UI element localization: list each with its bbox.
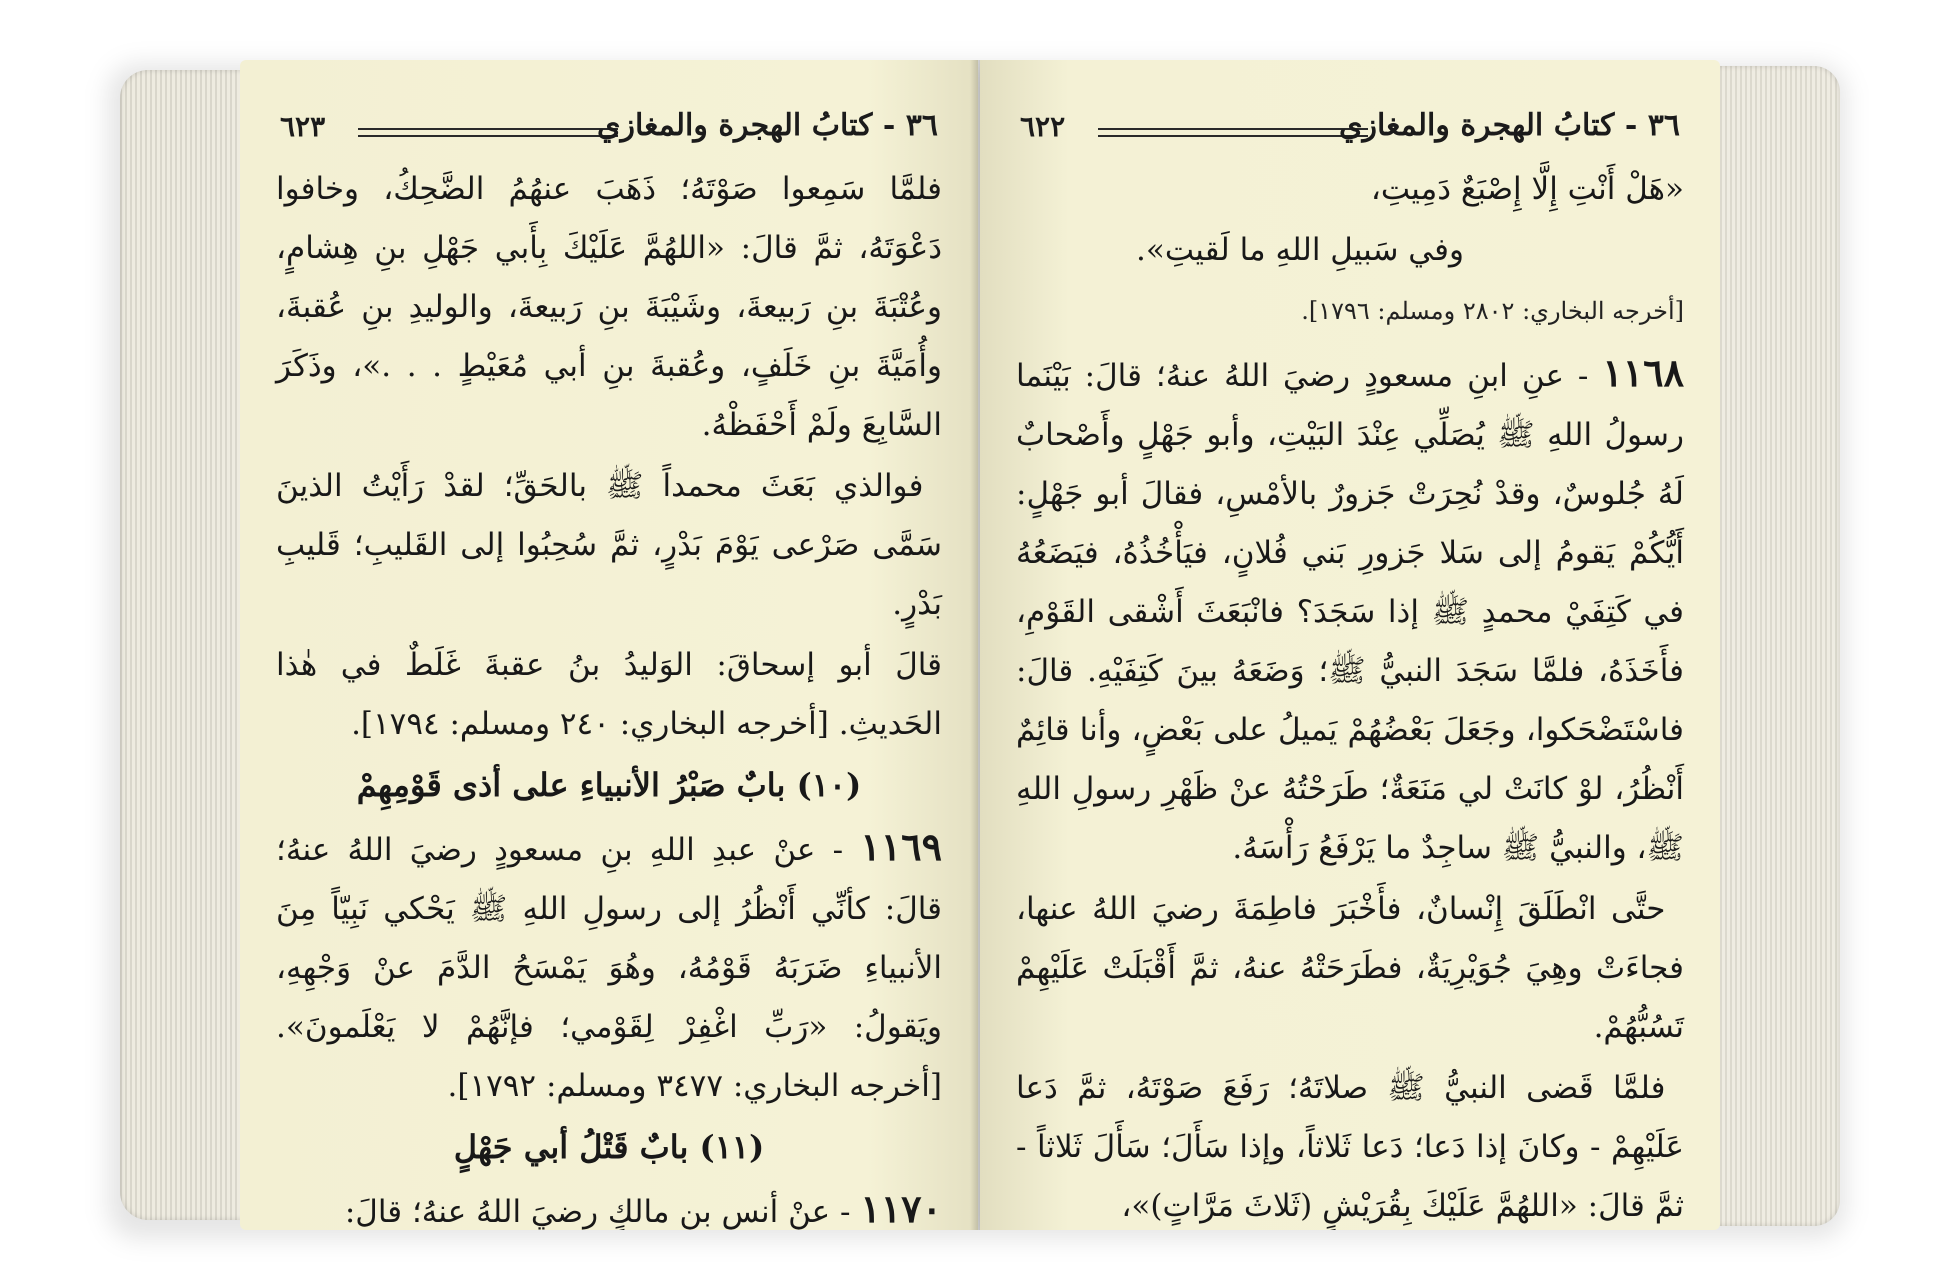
hadith-number: ١١٦٨	[1602, 350, 1684, 395]
text: فلمَّا سَمِعوا صَوْتَهُ؛ ذَهَبَ عنهُمُ الضَّحِكُ، وخافوا دَعْوَتَهُ، ثمَّ قالَ: «اللهُمَّ عَلَيْكَ بِأَبي جَهْلِ بنِ هِشامٍ، وعُتْبَةَ بنِ رَبيعةَ، وشَيْبَةَ بنِ رَبيعةَ، والوليدِ بنِ عُقبةَ، وأُمَيَّةَ بنِ خَلَفٍ، وعُقبةَ بنِ أبي مُعَيْطٍ . . .»، وذَكَرَ السَّابِعَ ولَمْ أَحْفَظْهُ.	[276, 171, 942, 443]
text: وفي سَبيلِ اللهِ ما لَقيتِ».	[1136, 232, 1464, 268]
text: - عنْ عبدِ اللهِ بنِ مسعودٍ رضيَ اللهُ عنهُ؛ قالَ: كأنِّي أَنْظُرُ إلى رسولِ اللهِ ﷺ يَحْكي نَبِيّاً مِنَ الأنبياءِ ضَرَبَهُ قَوْمُهُ، وهُوَ يَمْسَحُ الدَّمَ عنْ وَجْهِهِ، ويَقولُ: «رَبِّ اغْفِرْ لِقَوْمي؛ فإنَّهُمْ لا يَعْلَمونَ». [أخرجه البخاري: ٣٤٧٧ ومسلم: ١٧٩٢].	[276, 832, 942, 1104]
poem-line	[1016, 221, 1684, 280]
text: حتَّى انْطَلَقَ إِنْسانٌ، فأَخْبَرَ فاطِمَةَ رضيَ اللهُ عنها، فجاءَتْ وهِيَ جُوَيْرِيَةٌ، فطَرَحَتْهُ عنهُ، ثمَّ أَقْبَلَتْ عَلَيْهِمْ تَسُبُّهُمْ.	[1016, 891, 1684, 1045]
text: قالَ أبو إسحاقَ: الوَليدُ بنُ عقبةَ غَلَطٌ في هٰذا الحَديثِ. [أخرجه البخاري: ٢٤٠ ومسلم: ١٧٩٤].	[276, 647, 942, 742]
right-page	[980, 60, 1720, 1230]
text: [أخرجه البخاري: ٢٨٠٢ ومسلم: ١٧٩٦].	[1301, 297, 1684, 325]
chapter-heading	[276, 1118, 942, 1177]
paragraph	[1016, 1059, 1684, 1230]
hadith-number: ١١٧٠	[860, 1186, 942, 1230]
paragraph	[276, 160, 942, 455]
page-number: ٦٢٣	[280, 110, 326, 143]
paragraph	[276, 457, 942, 634]
left-page-body	[276, 160, 942, 1230]
text: فلمَّا قَضى النبيُّ ﷺ صلاتَهُ؛ رَفَعَ صَوْتَهُ، ثمَّ دَعا عَلَيْهِمْ - وكانَ إذا دَعا؛ دَعا ثَلاثاً، وإذا سَأَلَ؛ سَأَلَ ثَلاثاً - ثمَّ قالَ: «اللهُمَّ عَلَيْكَ بِقُرَيْشٍ (ثَلاثَ مَرَّاتٍ)»،	[1016, 1070, 1684, 1224]
text: فوالذي بَعَثَ محمداً ﷺ بالحَقِّ؛ لقدْ رَأَيْتُ الذينَ سَمَّى صَرْعى يَوْمَ بَدْرٍ، ثمَّ سُحِبُوا إلى القَليبِ؛ قَليبِ بَدْرٍ.	[276, 468, 942, 622]
text: (١٠) بابٌ صَبْرُ الأنبياءِ على أذى قَوْمِهِمْ	[356, 766, 862, 804]
hadith-paragraph	[276, 817, 942, 1116]
left-page	[240, 60, 978, 1230]
running-title: ٣٦ - كتابُ الهجرة والمغازي	[596, 108, 938, 143]
header-rule	[358, 128, 618, 137]
hadith-number: ١١٦٩	[860, 824, 942, 869]
page-number: ٦٢٢	[1020, 110, 1066, 143]
text: (١١) بابٌ قَتْلُ أبي جَهْلٍ	[453, 1128, 765, 1166]
left-page-header	[280, 108, 938, 152]
text: «هَلْ أَنْتِ إِلَّا إِصْبَعٌ دَمِيتِ،	[1370, 171, 1684, 207]
hadith-paragraph	[1016, 343, 1684, 878]
running-title: ٣٦ - كتابُ الهجرة والمغازي	[1338, 108, 1680, 143]
paragraph	[276, 636, 942, 754]
right-page-header	[1020, 108, 1680, 152]
page-edges-right	[1700, 66, 1840, 1226]
hadith-paragraph	[276, 1179, 942, 1230]
poem-line	[1016, 160, 1684, 219]
header-rule	[1098, 128, 1368, 137]
page-edges-left	[120, 70, 250, 1220]
reference-citation	[1016, 282, 1684, 341]
text: - عنْ أنسِ بنِ مالكٍ رضيَ اللهُ عنهُ؛ قالَ:	[344, 1194, 861, 1230]
chapter-heading	[276, 756, 942, 815]
text: - عنِ ابنِ مسعودٍ رضيَ اللهُ عنهُ؛ قالَ: بَيْنَما رسولُ اللهِ ﷺ يُصَلِّي عِنْدَ البَيْتِ، وأبو جَهْلٍ وأَصْحابٌ لَهُ جُلوسٌ، وقدْ نُحِرَتْ جَزورٌ بالأمْسِ، فقالَ أبو جَهْلٍ: أَيُّكُمْ يَقومُ إلى سَلا جَزورِ بَني فُلانٍ، فيَأْخُذُهُ، فيَضَعُهُ في كَتِفَيْ محمدٍ ﷺ إذا سَجَدَ؟ فانْبَعَثَ أَشْقى القَوْمِ، فأَخَذَهُ، فلمَّا سَجَدَ النبيُّ ﷺ؛ وَضَعَهُ بينَ كَتِفَيْهِ. قالَ: فاسْتَضْحَكوا، وجَعَلَ بَعْضُهُمْ يَميلُ على بَعْضٍ، وأنا قائِمٌ أَنْظُرُ، لوْ كانَتْ لي مَنَعَةٌ؛ طَرَحْتُهُ عنْ ظَهْرِ رسولِ اللهِ ﷺ، والنبيُّ ﷺ ساجِدٌ ما يَرْفَعُ رَأْسَهُ.	[1016, 358, 1684, 866]
paragraph	[1016, 880, 1684, 1057]
right-page-body	[1016, 160, 1684, 1230]
